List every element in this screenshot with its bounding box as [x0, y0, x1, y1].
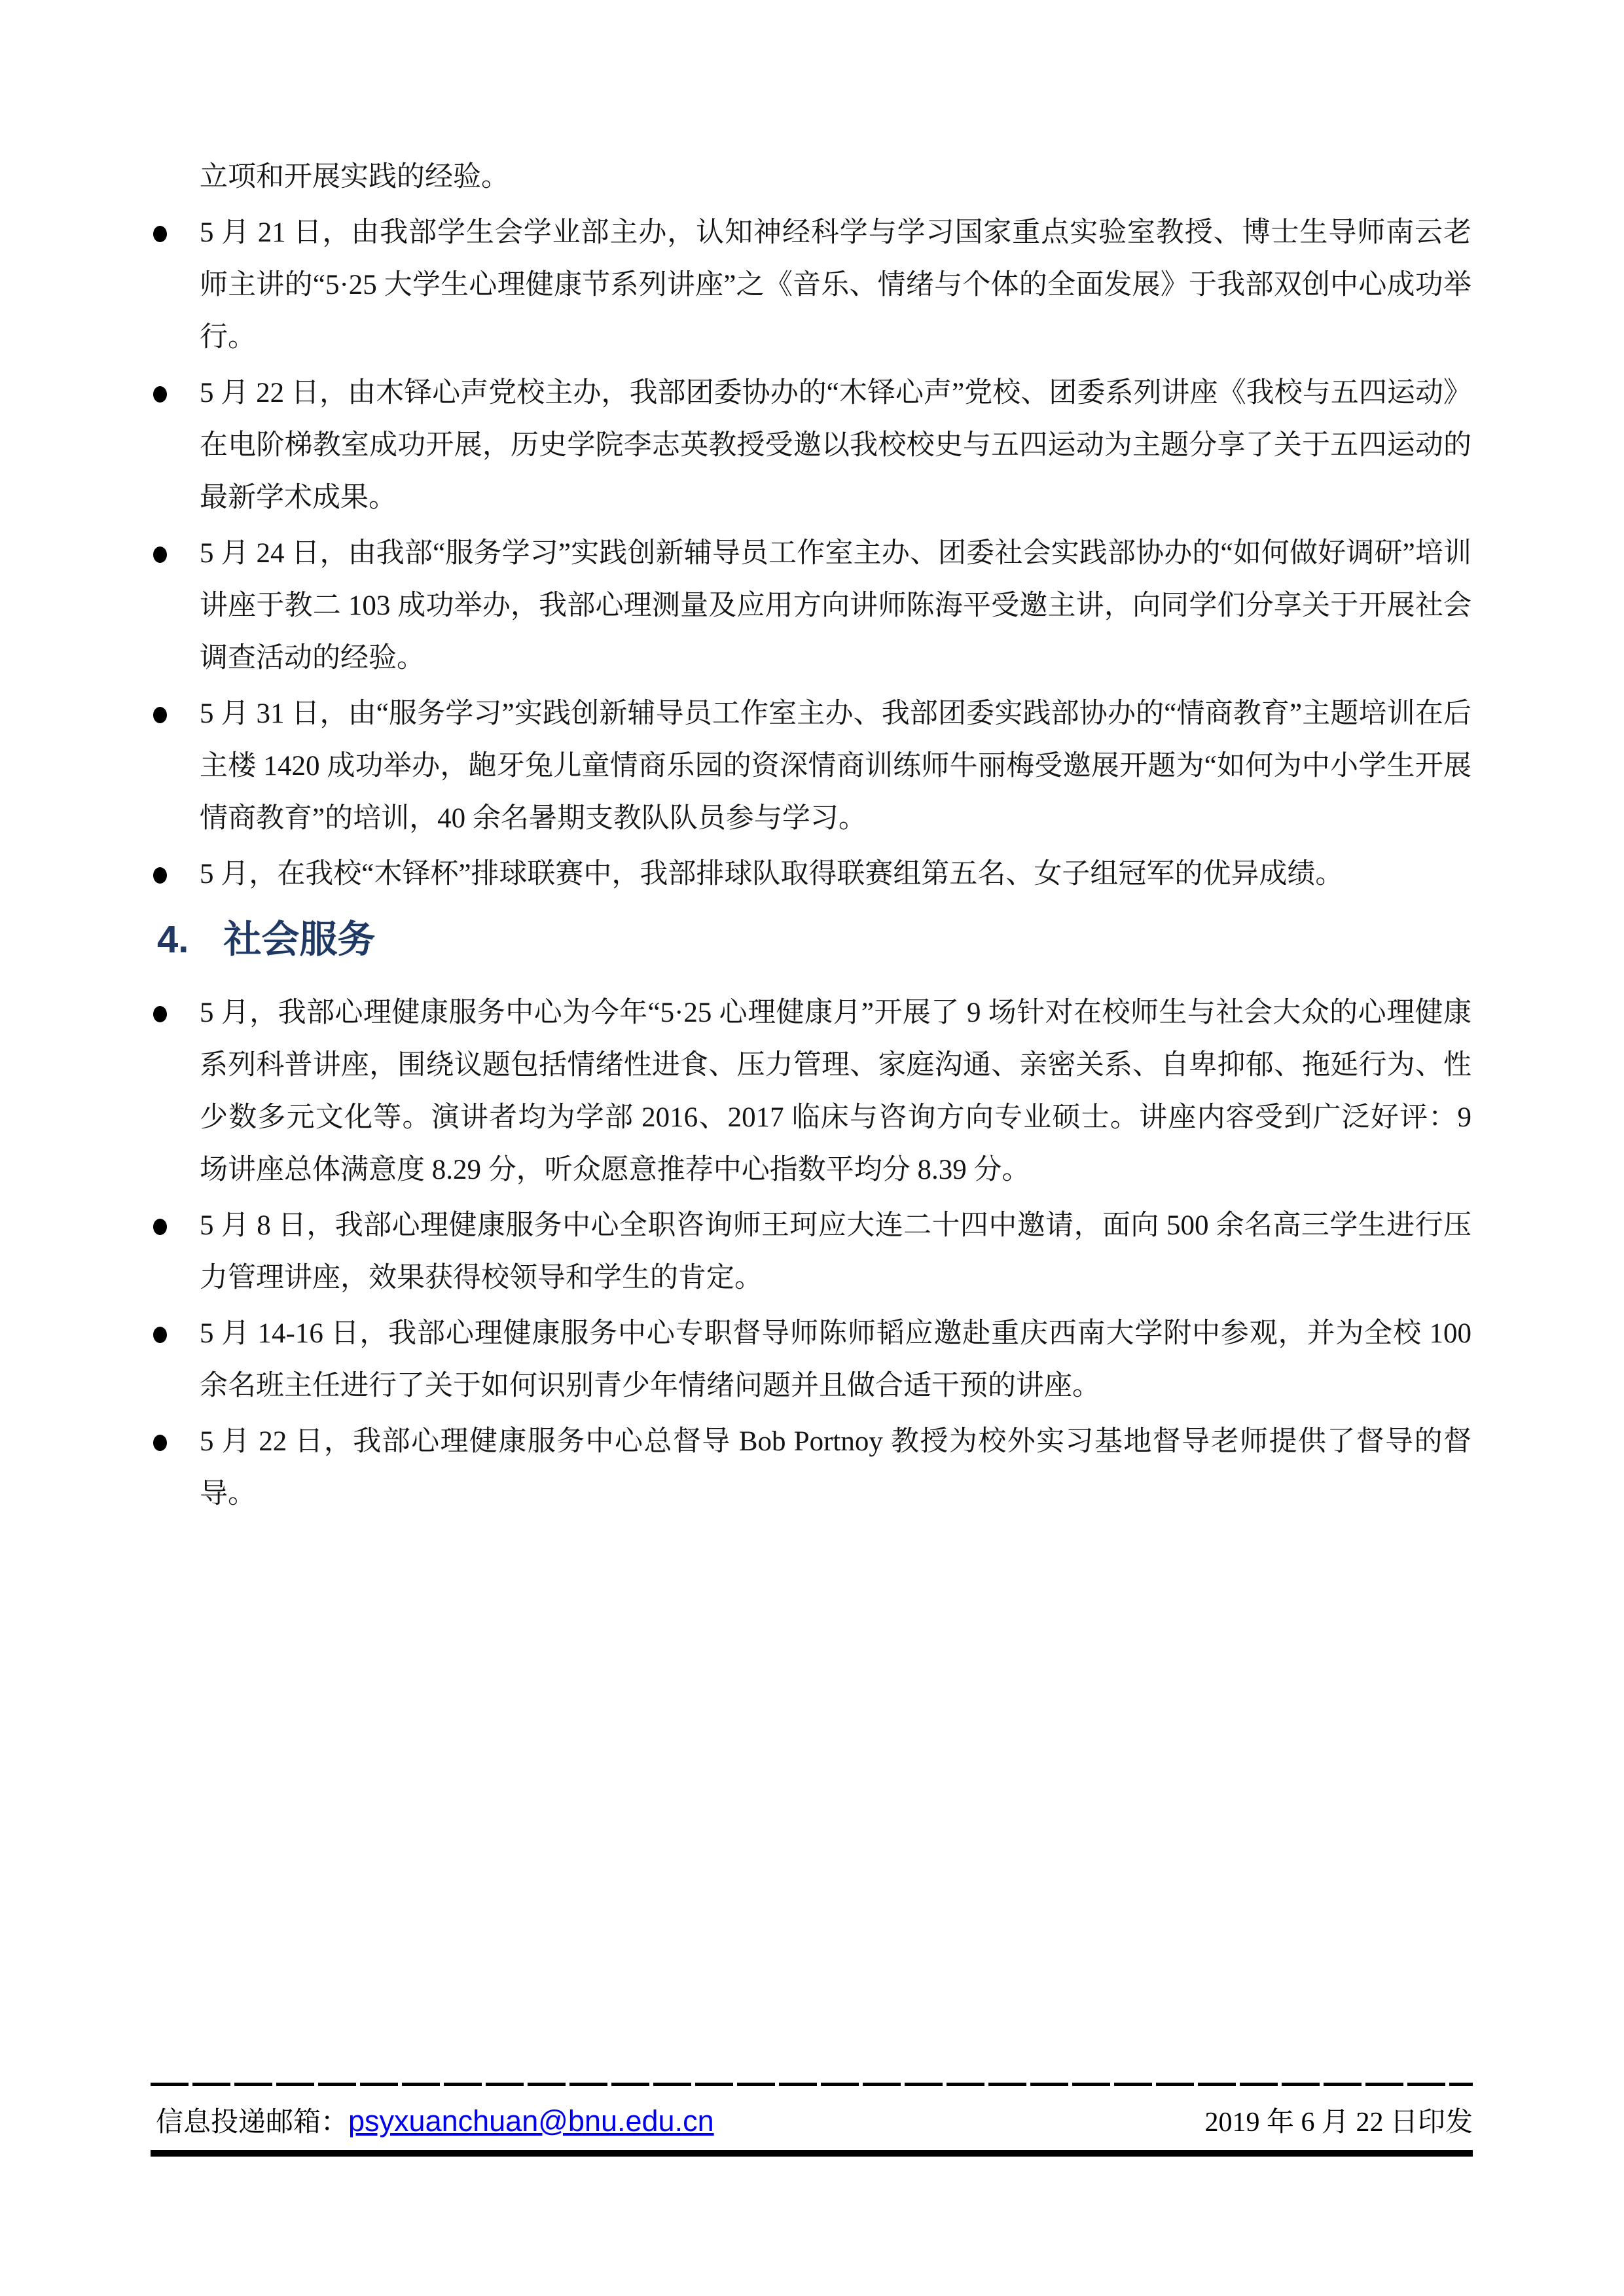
list-item: [152, 528, 1471, 685]
bullet-text: 5 月，我部心理健康服务中心为今年“5·25 心理健康月”开展了 9 场针对在校师生与社会大众的心理健康系列科普讲座，围绕议题包括情绪性进食、压力管理、家庭沟通、亲密关系、自卑抑郁、拖延行为、性少数多元文化等。演讲者均为学部 2016、2017 临床与咨询方向专业硕士。讲座内容受到广泛好评：9 场讲座总体满意度 8.29 分，听众愿意推荐中心指数平均分 8.39 分。: [200, 997, 1471, 1185]
list-item: [152, 207, 1471, 364]
list-item: [152, 1308, 1471, 1412]
page-footer: [151, 2083, 1473, 2157]
footer-thick-divider: [151, 2150, 1473, 2157]
bullet-text: 5 月 21 日，由我部学生会学业部主办，认知神经科学与学习国家重点实验室教授、博士生导师南云老师主讲的“5·25 大学生心理健康节系列讲座”之《音乐、情绪与个体的全面发展》于我部双创中心成功举行。: [200, 217, 1471, 353]
bullet-icon: [153, 226, 167, 242]
bullet-text: 5 月 22 日，我部心理健康服务中心总督导 Bob Portnoy 教授为校外实习基地督导老师提供了督导的督导。: [200, 1426, 1471, 1509]
bullet-icon: [153, 1006, 167, 1022]
bullet-text: 5 月 14-16 日，我部心理健康服务中心专职督导师陈师韬应邀赴重庆西南大学附中参观，并为全校 100 余名班主任进行了关于如何识别青少年情绪问题并且做合适干预的讲座。: [200, 1318, 1471, 1401]
footer-email-group: [156, 2100, 714, 2140]
bullet-icon: [153, 1219, 167, 1235]
section-title: 社会服务: [223, 918, 376, 961]
list-item: [152, 367, 1471, 524]
footer-print-date: 2019 年 6 月 22 日印发: [1204, 2108, 1473, 2138]
bullet-text: 5 月 31 日，由“服务学习”实践创新辅导员工作室主办、我部团委实践部协办的“情商教育”主题培训在后主楼 1420 成功举办，龅牙兔儿童情商乐园的资深情商训练师牛丽梅受邀展开题为“如何为中小学生开展情商教育”的培训，40 余名暑期支教队队员参与学习。: [200, 698, 1471, 834]
footer-email-label: 信息投递邮箱：: [156, 2108, 349, 2138]
bullet-text: 5 月 8 日，我部心理健康服务中心全职咨询师王珂应大连二十四中邀请，面向 500 余名高三学生进行压力管理讲座，效果获得校领导和学生的肯定。: [200, 1210, 1471, 1293]
bullet-icon: [153, 1435, 167, 1451]
list-item: [152, 1416, 1471, 1520]
bullet-text: 5 月，在我校“木铎杯”排球联赛中，我部排球队取得联赛组第五名、女子组冠军的优异成绩。: [200, 859, 1344, 889]
bullet-icon: [153, 707, 167, 723]
section-heading: [152, 907, 1471, 973]
bullet-icon: [153, 1327, 167, 1343]
list-item: [152, 987, 1471, 1196]
bullet-icon: [153, 867, 167, 884]
bullet-text: 5 月 24 日，由我部“服务学习”实践创新辅导员工作室主办、团委社会实践部协办的“如何做好调研”培训讲座于教二 103 成功举办，我部心理测量及应用方向讲师陈海平受邀主讲，向同学们分享关于开展社会调查活动的经验。: [200, 538, 1471, 673]
bullet-icon: [153, 386, 167, 403]
bullet-icon: [153, 547, 167, 563]
page-body: [152, 151, 1471, 1524]
paragraph-continuation: [152, 151, 1471, 204]
footer-row: [151, 2086, 1473, 2150]
paragraph-continuation-text: 立项和开展实践的经验。: [200, 162, 509, 192]
list-item: [152, 688, 1471, 845]
section-number: 4.: [157, 918, 189, 961]
bullet-text: 5 月 22 日，由木铎心声党校主办，我部团委协办的“木铎心声”党校、团委系列讲座《我校与五四运动》在电阶梯教室成功开展，历史学院李志英教授受邀以我校校史与五四运动为主题分享了关于五四运动的最新学术成果。: [200, 378, 1471, 513]
list-item: [152, 848, 1471, 901]
footer-email-link[interactable]: psyxuanchuan@bnu.edu.cn: [348, 2104, 714, 2138]
list-item: [152, 1200, 1471, 1304]
